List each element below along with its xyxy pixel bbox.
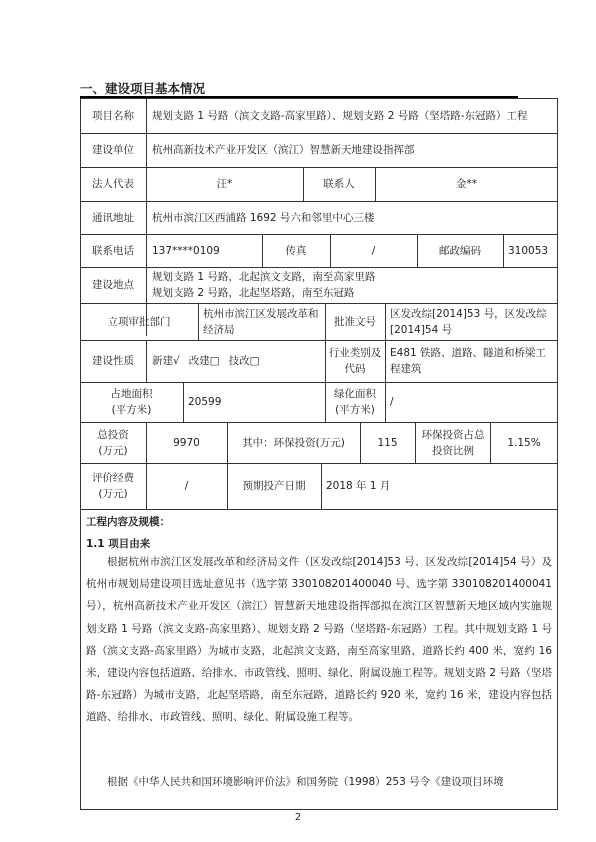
col-divider (198, 303, 199, 340)
builder-value: 杭州高新技术产业开发区（滨江）智慧新天地建设指挥部 (152, 144, 415, 156)
evaluation-fee-value: / (184, 480, 189, 492)
production-date-label: 预期投产日期 (242, 480, 306, 492)
nature-option-renovate[interactable]: 技改□ (228, 355, 260, 367)
col-divider (321, 463, 322, 509)
col-divider (415, 422, 416, 463)
contact-value: 金** (456, 178, 477, 190)
section-title: 一、建设项目基本情况 (80, 81, 206, 96)
col-divider (146, 340, 147, 382)
col-divider (385, 382, 386, 422)
nature-option-new[interactable]: 新建√ (152, 355, 180, 367)
env-investment-value: 115 (377, 436, 398, 449)
row-divider (80, 267, 558, 268)
nature-options (152, 340, 322, 382)
project-name-value: 规划支路 1 号路（滨文支路-高家里路）、规划支路 2 号路（坚塔路-东冠路）工程 (152, 109, 528, 122)
land-area-label: 占地面积 (平方米) (110, 388, 153, 416)
phone-label: 联系电话 (92, 244, 134, 257)
land-area-value: 20599 (188, 396, 222, 408)
contact-label: 联系人 (323, 178, 355, 190)
investment-value: 9970 (173, 436, 200, 449)
location-label: 建设地点 (92, 279, 134, 291)
project-origin-paragraph: 根据杭州市滨江区发展改革和经济局文件（区发改综[2014]53 号、区发改综[2014]54 号）及杭州市规划局建设项目选址意见书（选字第 330108201400040 号、选字第 330108201400041 号），杭州高新技术产业开发区（滨江）智慧新天地建设指挥部拟在滨江区智慧新天地区域内实施规划支路 1 号路（滨文支路-高家里路）、规划支路 2 号路（坚塔路-东冠路）工程。其中规划支路 1 号路（滨文支路-高家里路）为城市支路，北起滨文支路，南至高家里路，道路长约 400 米，宽约 16 米，建设内容包括道路、给排水、市政管线、照明、绿化、附属设施工程等。规划支路 2 号路（坚塔路-东冠路）为城市支路，北起坚塔路，南至东冠路，道路长约 920 米，宽约 16 米，建设内容包括道路、给排水、市政管线、照明、绿化、附属设施工程等。 (86, 556, 552, 724)
content-subheading: 1.1 项目由来 (86, 538, 151, 550)
approval-doc-label: 批准文号 (334, 315, 376, 328)
builder-label: 建设单位 (92, 144, 134, 156)
address-value: 杭州市滨江区西浦路 1692 号六和邻里中心三楼 (152, 211, 375, 224)
nature-option-rebuild[interactable]: 改建□ (188, 355, 220, 367)
env-ratio-label: 环保投资占总投资比例 (421, 428, 485, 457)
address-label: 通讯地址 (92, 211, 134, 224)
location-line-1: 规划支路 1 号路，北起滨文支路，南至高家里路 (152, 271, 376, 283)
investment-label: 总投资 (万元) (97, 428, 129, 457)
approval-dept-label: 立项审批部门 (107, 315, 171, 328)
env-investment-label: 其中：环保投资(万元) (242, 436, 345, 449)
col-divider (183, 382, 184, 422)
col-divider (503, 234, 504, 267)
postal-value: 310053 (508, 244, 549, 257)
col-divider (146, 98, 147, 336)
evaluation-fee-label: 评价经费 (万元) (92, 472, 134, 500)
nature-label: 建设性质 (92, 355, 134, 367)
legal-rep-label: 法人代表 (92, 178, 134, 190)
phone-value: 137****0109 (152, 244, 220, 257)
fax-label: 传真 (285, 244, 307, 257)
page-number: 2 (294, 812, 302, 823)
fax-value: / (371, 244, 376, 257)
env-ratio-value: 1.15% (507, 436, 541, 449)
industry-label: 行业类别及代码 (328, 347, 382, 375)
row-divider (80, 509, 558, 510)
location-line-2: 规划支路 2 号路，北起坚塔路，南至东冠路 (152, 287, 355, 299)
legal-rep-value: 汪* (216, 178, 233, 190)
approval-doc-value: 区发改综[2014]53 号，区发改综[2014]54 号 (390, 307, 547, 336)
green-area-label: 绿化面积 (平方米) (334, 388, 376, 416)
green-area-value: / (390, 396, 394, 408)
col-divider (385, 303, 386, 340)
industry-value: E481 铁路、道路、隧道和桥梁工程建筑 (390, 347, 547, 375)
regulation-paragraph: 根据《中华人民共和国环境影响评价法》和国务院（1998）253 号令《建设项目环境 (107, 776, 504, 788)
approval-dept-value: 杭州市滨江区发展改革和经济局 (203, 307, 319, 336)
project-name-label: 项目名称 (92, 109, 134, 122)
postal-label: 邮政编码 (439, 244, 481, 257)
content-heading: 工程内容及规模： (86, 516, 170, 528)
col-divider (385, 340, 386, 382)
production-date-value: 2018 年 1 月 (326, 480, 391, 492)
